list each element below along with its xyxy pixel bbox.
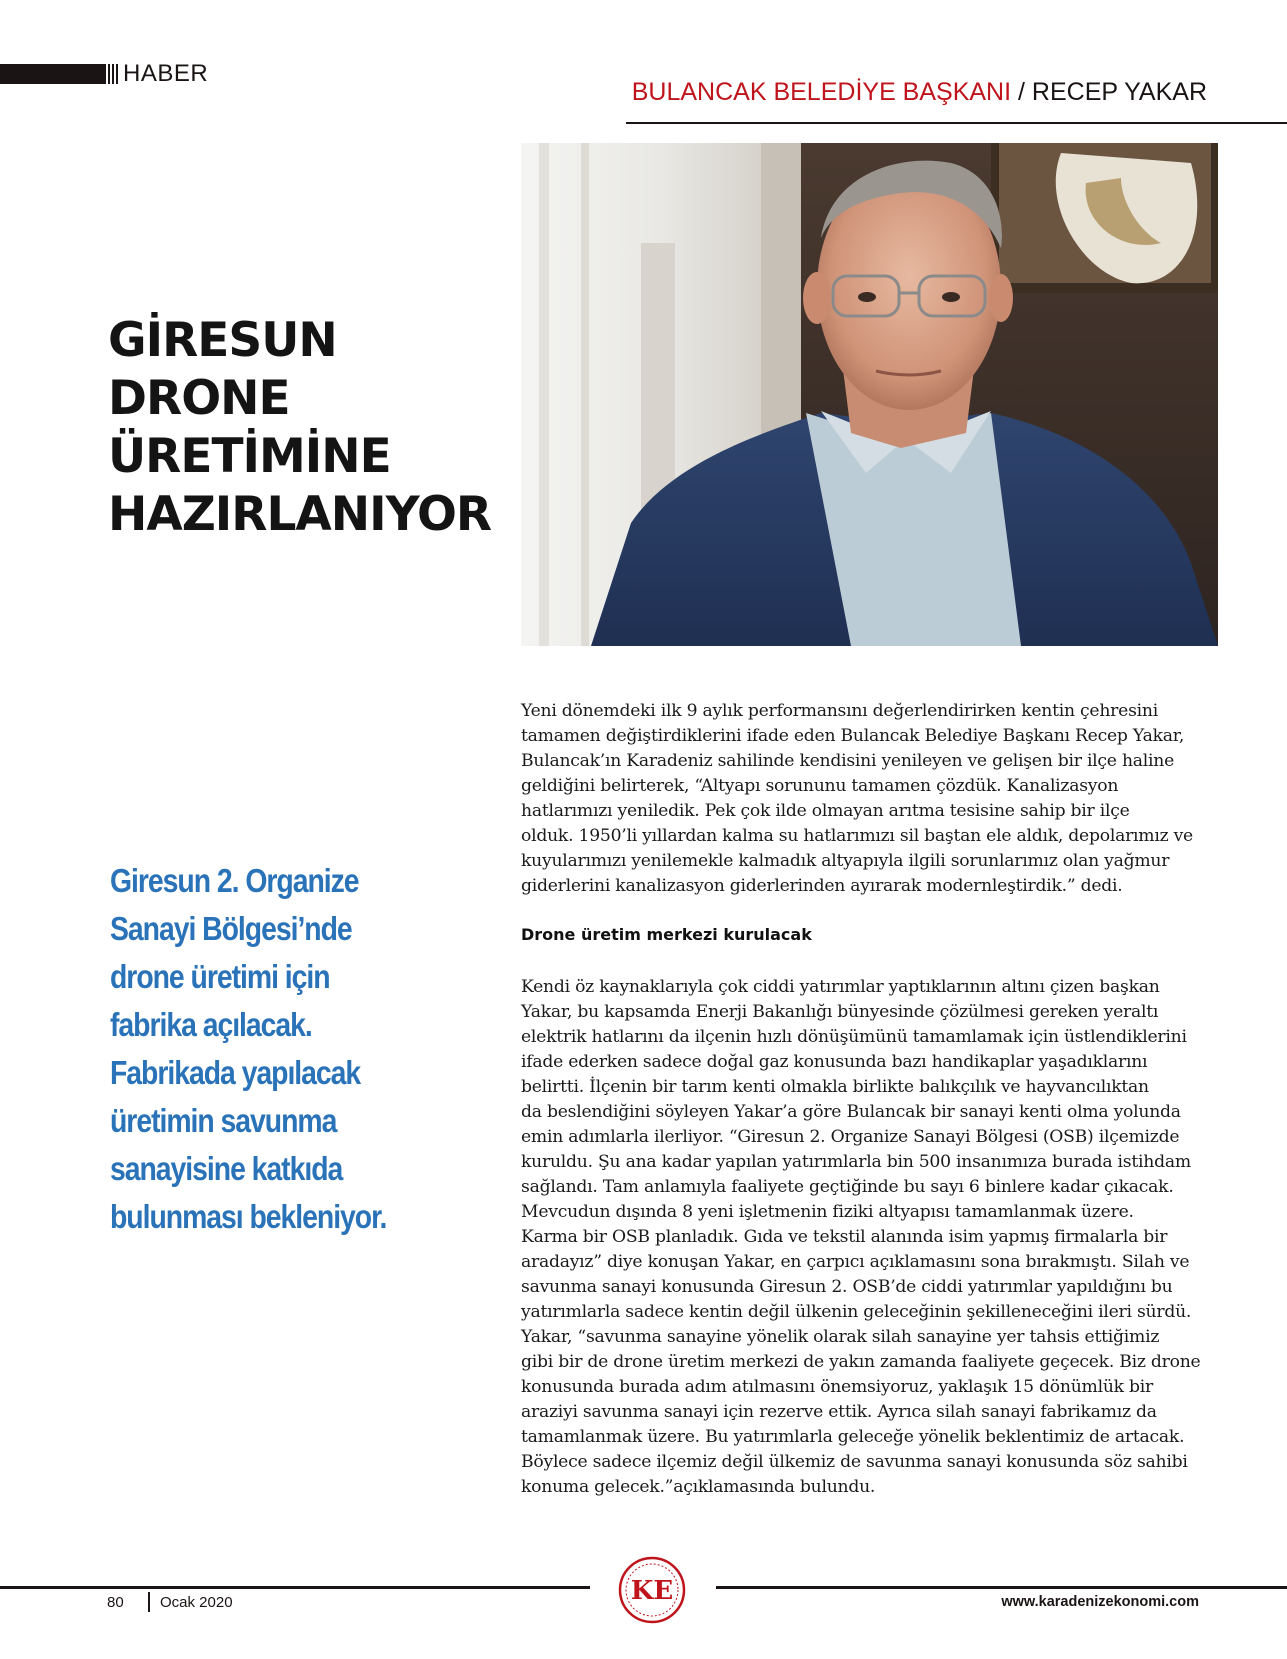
text-line: aradayız” diye konuşan Yakar, en çarpıcı açıklamasını sona bırakmıştı. Silah ve — [521, 1252, 1190, 1272]
text-line: kuruldu. Şu ana kadar yapılan yatırımlarla bin 500 insanımıza burada istihdam — [521, 1152, 1191, 1172]
headline-line: DRONE — [108, 371, 290, 426]
ke-logo-icon — [618, 1556, 686, 1624]
logo-text: KE — [630, 1576, 674, 1606]
text-line: konusunda burada adım atılmasını önemsiyoruz, yaklaşık 15 dönümlük bir — [521, 1377, 1153, 1397]
text-line: tamamen değiştirdiklerini ifade eden Bulancak Belediye Başkanı Recep Yakar, — [521, 726, 1185, 746]
text-line: Yakar, “savunma sanayine yönelik olarak silah sanayine yer tahsis ettiğimiz — [521, 1327, 1160, 1347]
section-tag-bar — [0, 64, 106, 84]
text-line: belirtti. İlçenin bir tarım kenti olmakla birlikte balıkçılık ve hayvancılıktan — [521, 1077, 1149, 1097]
text-line: emin adımlarla ilerliyor. “Giresun 2. Organize Sanayi Bölgesi (OSB) ilçemizde — [521, 1127, 1180, 1147]
text-line: da beslendiğini söyleyen Yakar’a göre Bulancak bir sanayi kenti olma yolunda — [521, 1102, 1181, 1122]
text-line: araziyi savunma sanayi için rezerve ettik. Ayrıca silah sanayi fabrikamız da — [521, 1402, 1157, 1422]
text-line: hatlarımızı yeniledik. Pek çok ilde olmayan arıtma tesisine sahip bir ilçe — [521, 801, 1130, 821]
text-line: Kendi öz kaynaklarıyla çok ciddi yatırımlar yaptıklarının altını çizen başkan — [521, 977, 1160, 997]
text-line: ifade ederken sadece doğal gaz konusunda bazı handikaplar yaşadıklarını — [521, 1052, 1148, 1072]
photo-portrait — [521, 143, 1218, 646]
pull-quote-line: drone üretimi için — [110, 958, 330, 995]
text-line: savunma sanayi konusunda Giresun 2. OSB’de ciddi yatırımlar yapıldığını bu — [521, 1277, 1173, 1297]
text-line: konuma gelecek.”açıklamasında bulundu. — [521, 1477, 876, 1497]
pull-quote-line: Fabrikada yapılacak — [110, 1054, 361, 1091]
pull-quote-line: sanayisine katkıda — [110, 1150, 343, 1187]
article-header — [627, 78, 1287, 107]
portrait-photo — [521, 143, 1218, 646]
pull-quote-line: fabrika açılacak. — [110, 1006, 312, 1043]
text-line: elektrik hatlarını da ilçenin hızlı dönüşümünü tamamlamak için üstlendiklerini — [521, 1027, 1187, 1047]
pull-quote-line: Sanayi Bölgesi’nde — [110, 910, 352, 947]
text-line: Yakar, bu kapsamda Enerji Bakanlığı bünyesinde çözülmesi gereken yeraltı — [521, 1002, 1159, 1022]
page-number: 80 — [107, 1594, 124, 1611]
pull-quote — [110, 857, 402, 1241]
section-tag-lines — [108, 64, 120, 84]
text-line: Mevcudun dışında 8 yeni işletmenin fiziki altyapısı tamamlanmak üzere. — [521, 1202, 1134, 1222]
text-line: gibi bir de drone üretim merkezi de yakın zamanda faaliyete geçecek. Biz drone — [521, 1352, 1201, 1372]
header-name: RECEP YAKAR — [1031, 78, 1207, 106]
text-line: geldiğini belirterek, “Altyapı sorununu tamamen çözdük. Kanalizasyon — [521, 776, 1119, 796]
website-link[interactable]: www.karadenizekonomi.com — [1001, 1594, 1199, 1610]
text-line: kuyularımızı yenilemekle kalmadık altyapıyla ilgili sorunlarımız olan yağmur — [521, 851, 1170, 871]
header-separator: / — [1018, 78, 1025, 106]
text-line: Yeni dönemdeki ilk 9 aylık performansını değerlendirirken kentin çehresini — [521, 701, 1158, 721]
footer-rule-left — [0, 1586, 590, 1589]
footer-rule-right — [716, 1586, 1287, 1589]
header-rule — [626, 122, 1287, 124]
header-title: BULANCAK BELEDİYE BAŞKANI — [631, 78, 1012, 106]
issue-date: Ocak 2020 — [160, 1594, 233, 1611]
pull-quote-line: Giresun 2. Organize — [110, 862, 359, 899]
pull-quote-line: üretimin savunma — [110, 1102, 337, 1139]
text-line: yatırımlarla sadece kentin değil ülkenin geleceğinin şekilleneceğini ileri sürdü. — [521, 1302, 1192, 1322]
body-paragraph — [521, 975, 1211, 1500]
headline-line: ÜRETİMİNE — [108, 429, 391, 484]
footer-separator — [148, 1592, 150, 1612]
text-line: Bulancak’ın Karadeniz sahilinde kendisini yenileyen ve gelişen bir ilçe haline — [521, 751, 1174, 771]
headline-line: HAZIRLANIYOR — [108, 487, 492, 542]
intro-paragraph — [521, 699, 1211, 899]
text-line: olduk. 1950’li yıllardan kalma su hatlarımızı sil baştan ele aldık, depolarımız ve — [521, 826, 1193, 846]
text-line: Karma bir OSB planladık. Gıda ve tekstil alanında isim yapmış firmalarla bir — [521, 1227, 1168, 1247]
section-tag: HABER — [123, 60, 209, 87]
text-line: giderlerini kanalizasyon giderlerinden ayırarak modernleştirdik.” dedi. — [521, 876, 1123, 896]
headline — [108, 312, 508, 544]
text-line: Böylece sadece ilçemiz değil ülkemiz de savunma sanayi konusunda söz sahibi — [521, 1452, 1188, 1472]
text-line: sağlandı. Tam anlamıyla faaliyete geçtiğinde bu sayı 6 binlere kadar çıkacak. — [521, 1177, 1174, 1197]
subheading: Drone üretim merkezi kurulacak — [521, 925, 812, 944]
text-line: tamamlanmak üzere. Bu yatırımlarla geleceğe yönelik beklentimiz de artacak. — [521, 1427, 1185, 1447]
headline-line: GİRESUN — [108, 313, 337, 368]
pull-quote-line: bulunması bekleniyor. — [110, 1198, 387, 1235]
